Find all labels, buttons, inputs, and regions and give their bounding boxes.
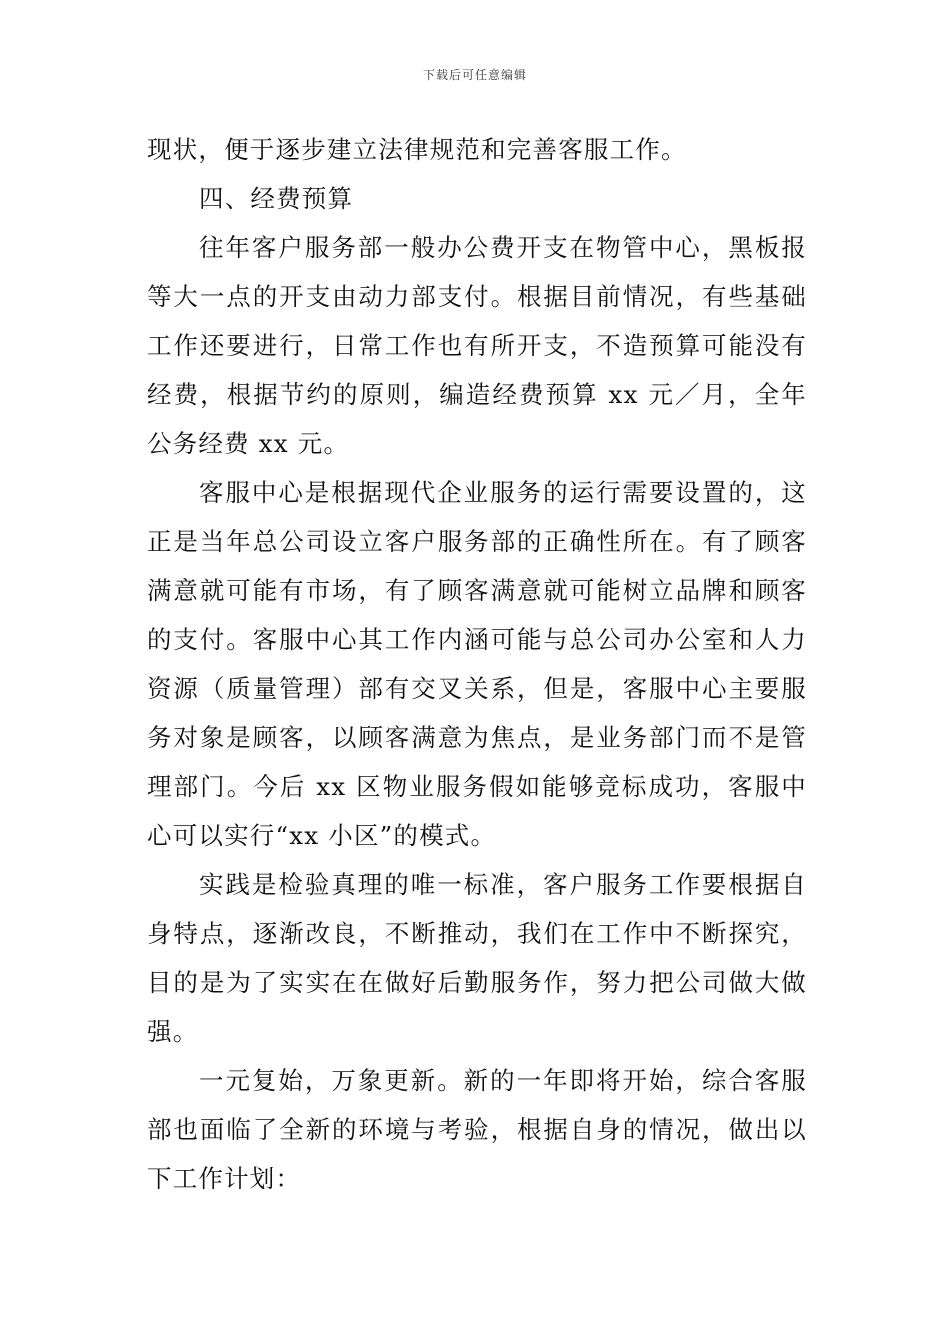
paragraph-new-year: 一元复始，万象更新。新的一年即将开始，综合客服部也面临了全新的环境与考验，根据自身的情况，做出以下工作计划： [147,1066,807,1193]
document-body [147,125,807,1203]
paragraph-practice: 实践是检验真理的唯一标准，客户服务工作要根据自身特点，逐渐改良，不断推动，我们在工作中不断探究，目的是为了实实在在做好后勤服务作，努力把公司做大做强。 [147,870,807,1046]
header-note: 下载后可任意编辑 [422,68,527,82]
paragraph-service-center: 客服中心是根据现代企业服务的运行需要设置的，这正是当年总公司设立客户服务部的正确性所在。有了顾客满意就可能有市场，有了顾客满意就可能树立品牌和顾客的支付。客服中心其工作内涵可能与总公司办公室和人力资源（质量管理）部有交叉关系，但是，客服中心主要服务对象是顾客，以顾客满意为焦点，是业务部门而不是管理部门。今后 xx 区物业服务假如能够竞标成功，客服中心可以实行“xx 小区”的模式。 [147,478,807,850]
paragraph-continuation: 现状，便于逐步建立法律规范和完善客服工作。 [147,135,687,164]
section-heading-budget: 四、经费预算 [199,184,354,213]
paragraph-budget: 往年客户服务部一般办公费开支在物管中心，黑板报等大一点的开支由动力部支付。根据目前情况，有些基础工作还要进行，日常工作也有所开支，不造预算可能没有经费，根据节约的原则，编造经费预算 xx 元／月，全年公务经费 xx 元。 [147,233,807,458]
